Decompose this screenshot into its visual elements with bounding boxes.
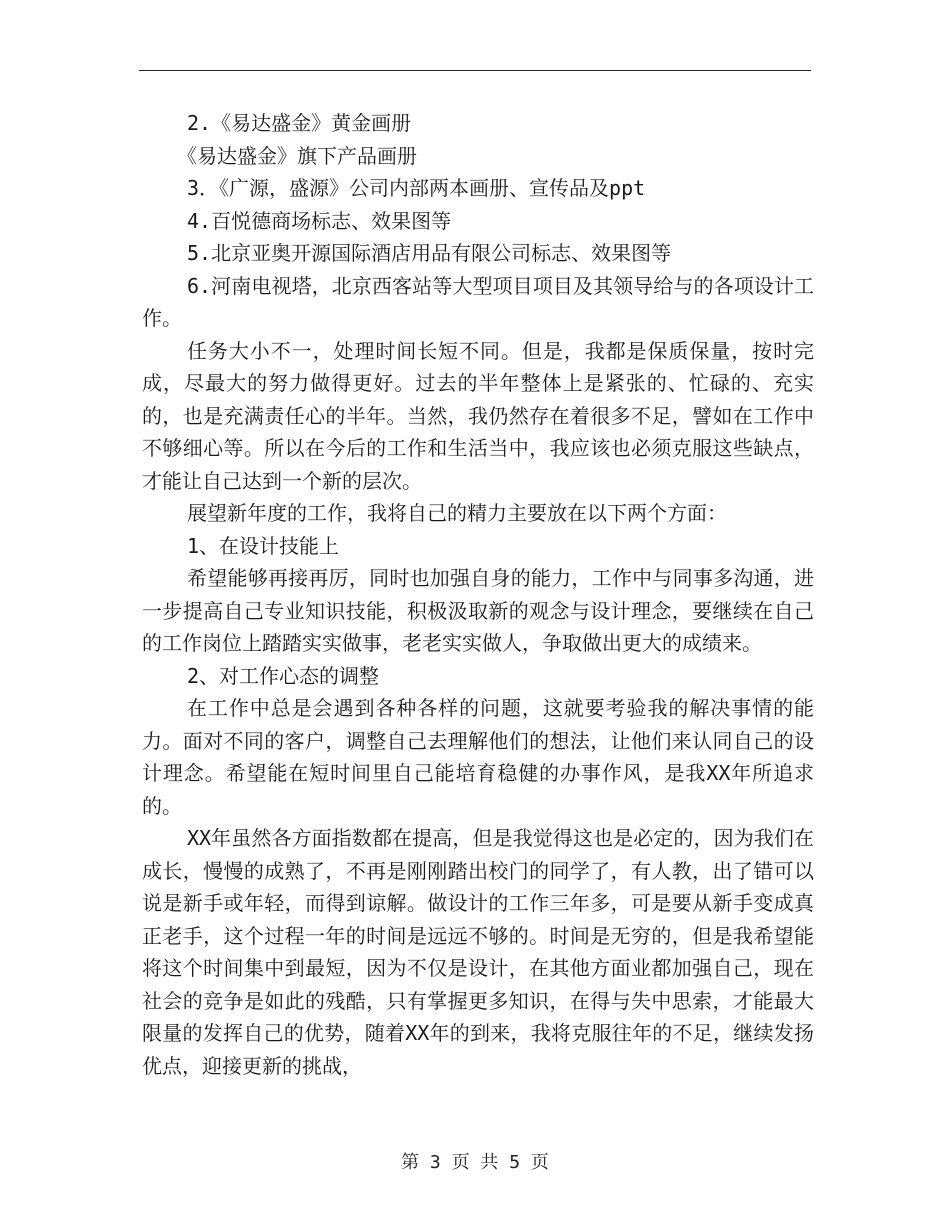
paragraph: 希望能够再接再厉，同时也加强自身的能力，工作中与同事多沟通，进一步提高自己专业知识技能，积极汲取新的观念与设计理念，要继续在自己的工作岗位上踏踏实实做事，老老实实做人，争取做出更大的成绩来。 xyxy=(142,566,814,655)
section-heading: 2、对工作心态的调整 xyxy=(187,663,380,688)
paragraph: 展望新年度的工作，我将自己的精力主要放在以下两个方面： xyxy=(187,501,727,525)
paragraph: 2.《易达盛金》黄金画册 xyxy=(187,111,412,135)
paragraph: 在工作中总是会遇到各种各样的问题，这就要考验我的解决事情的能力。面对不同的客户，调整自己去理解他们的想法，让他们来认同自己的设计理念。希望能在短时间里自己能培育稳健的办事作风，是我XX年所追求的。 xyxy=(142,696,814,818)
paragraph: 5.北京亚奥开源国际酒店用品有限公司标志、效果图等 xyxy=(187,241,672,265)
document-body xyxy=(142,107,814,1082)
page-footer: 第 3 页 共 5 页 xyxy=(401,1152,549,1173)
paragraph: 3．《广源，盛源》公司内部两本画册、宣传品及ppt xyxy=(187,176,646,200)
section-heading: 1、在设计技能上 xyxy=(187,533,340,558)
paragraph: 《易达盛金》旗下产品画册 xyxy=(177,143,417,168)
header-rule xyxy=(139,70,811,71)
paragraph: XX年虽然各方面指数都在提高，但是我觉得这也是必定的，因为我们在成长，慢慢的成熟了，不再是刚刚踏出校门的同学了，有人教，出了错可以说是新手或年轻，而得到谅解。做设计的工作三年多，可是要从新手变成真正老手，这个过程一年的时间是远远不够的。时间是无穷的，但是我希望能将这个时间集中到最短，因为不仅是设计，在其他方面业都加强自己，现在社会的竞争是如此的残酷，只有掌握更多知识，在得与失中思索，才能最大限量的发挥自己的优势，随着XX年的到来，我将克服往年的不足，继续发扬优点，迎接更新的挑战， xyxy=(142,826,814,1078)
paragraph: 4.百悦德商场标志、效果图等 xyxy=(187,208,452,233)
paragraph: 任务大小不一，处理时间长短不同。但是，我都是保质保量，按时完成，尽最大的努力做得更好。过去的半年整体上是紧张的、忙碌的、充实的，也是充满责任心的半年。当然，我仍然存在着很多不足，譬如在工作中不够细心等。所以在今后的工作和生活当中，我应该也必须克服这些缺点，才能让自己达到一个新的层次。 xyxy=(142,338,814,493)
paragraph: 6.河南电视塔，北京西客站等大型项目项目及其领导给与的各项设计工作。 xyxy=(142,273,814,330)
